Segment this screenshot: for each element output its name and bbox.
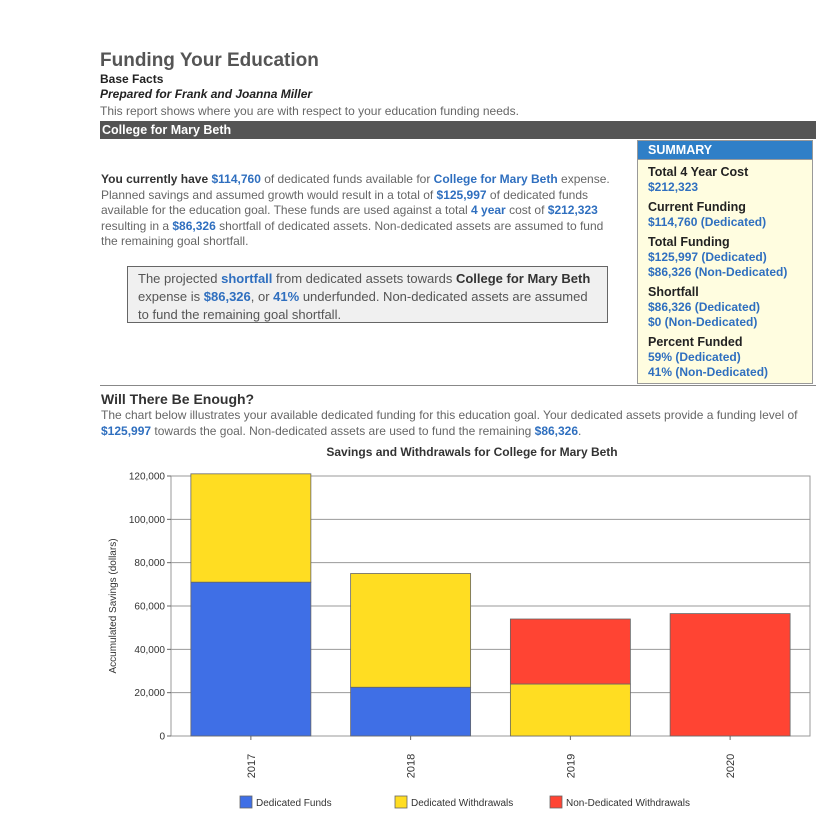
- y-tick-label: 120,000: [128, 471, 165, 483]
- summary-item-total-cost: Total 4 Year Cost $212,323: [648, 165, 749, 194]
- bar-dedicated-withdrawals-2019: [510, 684, 630, 736]
- savings-withdrawals-chart: [0, 440, 835, 826]
- bar-dedicated-withdrawals-2018: [351, 574, 471, 688]
- legend-swatch-dedicated-withdrawals: [395, 796, 407, 808]
- bar-dedicated-funds-2017: [191, 582, 311, 736]
- summary-item-percent-funded: Percent Funded 59% (Dedicated) 41% (Non-Dedicated): [648, 335, 769, 379]
- bar-non-dedicated-withdrawals-2020: [670, 614, 790, 736]
- intro-text: This report shows where you are with respect to your education funding needs.: [100, 104, 519, 118]
- legend-swatch-dedicated-funds: [240, 796, 252, 808]
- enough-paragraph: The chart below illustrates your available dedicated funding for this education goal. Your dedicated assets provide a funding level of $125,997 towards the goal. Non-dedicated assets are used to fund the remaining $86,326.: [101, 408, 798, 438]
- bar-non-dedicated-withdrawals-2019: [510, 619, 630, 684]
- legend-label: Dedicated Funds: [256, 798, 332, 809]
- x-tick-label: 2018: [405, 753, 418, 779]
- enough-heading: Will There Be Enough?: [101, 391, 255, 407]
- y-tick-label: 60,000: [134, 601, 165, 613]
- x-tick-label: 2020: [725, 753, 738, 779]
- bar-dedicated-funds-2018: [351, 687, 471, 736]
- y-tick-label: 100,000: [128, 514, 165, 526]
- section-header: College for Mary Beth: [100, 121, 816, 139]
- x-tick-label: 2017: [245, 753, 258, 779]
- summary-item-shortfall: Shortfall $86,326 (Dedicated) $0 (Non-Dedicated): [648, 285, 761, 329]
- x-tick-label: 2019: [565, 753, 578, 779]
- legend-label: Dedicated Withdrawals: [411, 798, 514, 809]
- y-axis-label: Accumulated Savings (dollars): [108, 538, 119, 674]
- funding-paragraph: You currently have $114,760 of dedicated funds available for College for Mary Beth expense. Planned savings and assumed growth would result in a total of $125,997 of dedicated funds available for the education goal. These funds are used against a total 4 year cost of $212,323 resulting in a $86,326 shortfall of dedicated assets. Non-dedicated assets are assumed to fund the remaining goal shortfall.: [101, 172, 610, 248]
- prepared-for: Prepared for Frank and Joanna Miller: [100, 87, 313, 101]
- summary-heading: SUMMARY: [638, 141, 812, 160]
- y-tick-label: 40,000: [134, 644, 165, 656]
- legend-swatch-non-dedicated-withdrawals: [550, 796, 562, 808]
- y-tick-label: 0: [159, 731, 165, 743]
- chart-title: Savings and Withdrawals for College for Mary Beth: [326, 445, 618, 459]
- bar-dedicated-withdrawals-2017: [191, 474, 311, 582]
- summary-panel: [637, 140, 813, 384]
- summary-item-total-funding: Total Funding $125,997 (Dedicated) $86,326 (Non-Dedicated): [648, 235, 788, 279]
- page-title: Funding Your Education: [100, 50, 319, 71]
- y-tick-label: 80,000: [134, 558, 165, 570]
- section-divider: [100, 385, 816, 386]
- summary-item-current-funding: Current Funding $114,760 (Dedicated): [648, 200, 767, 229]
- y-tick-label: 20,000: [134, 688, 165, 700]
- shortfall-callout: The projected shortfall from dedicated assets towards College for Mary Beth expense is $86,326, or 41% underfunded. Non-dedicated assets are assumed to fund the remaining goal shortfall.: [127, 266, 608, 323]
- legend-label: Non-Dedicated Withdrawals: [566, 798, 690, 809]
- page-subtitle: Base Facts: [100, 72, 164, 86]
